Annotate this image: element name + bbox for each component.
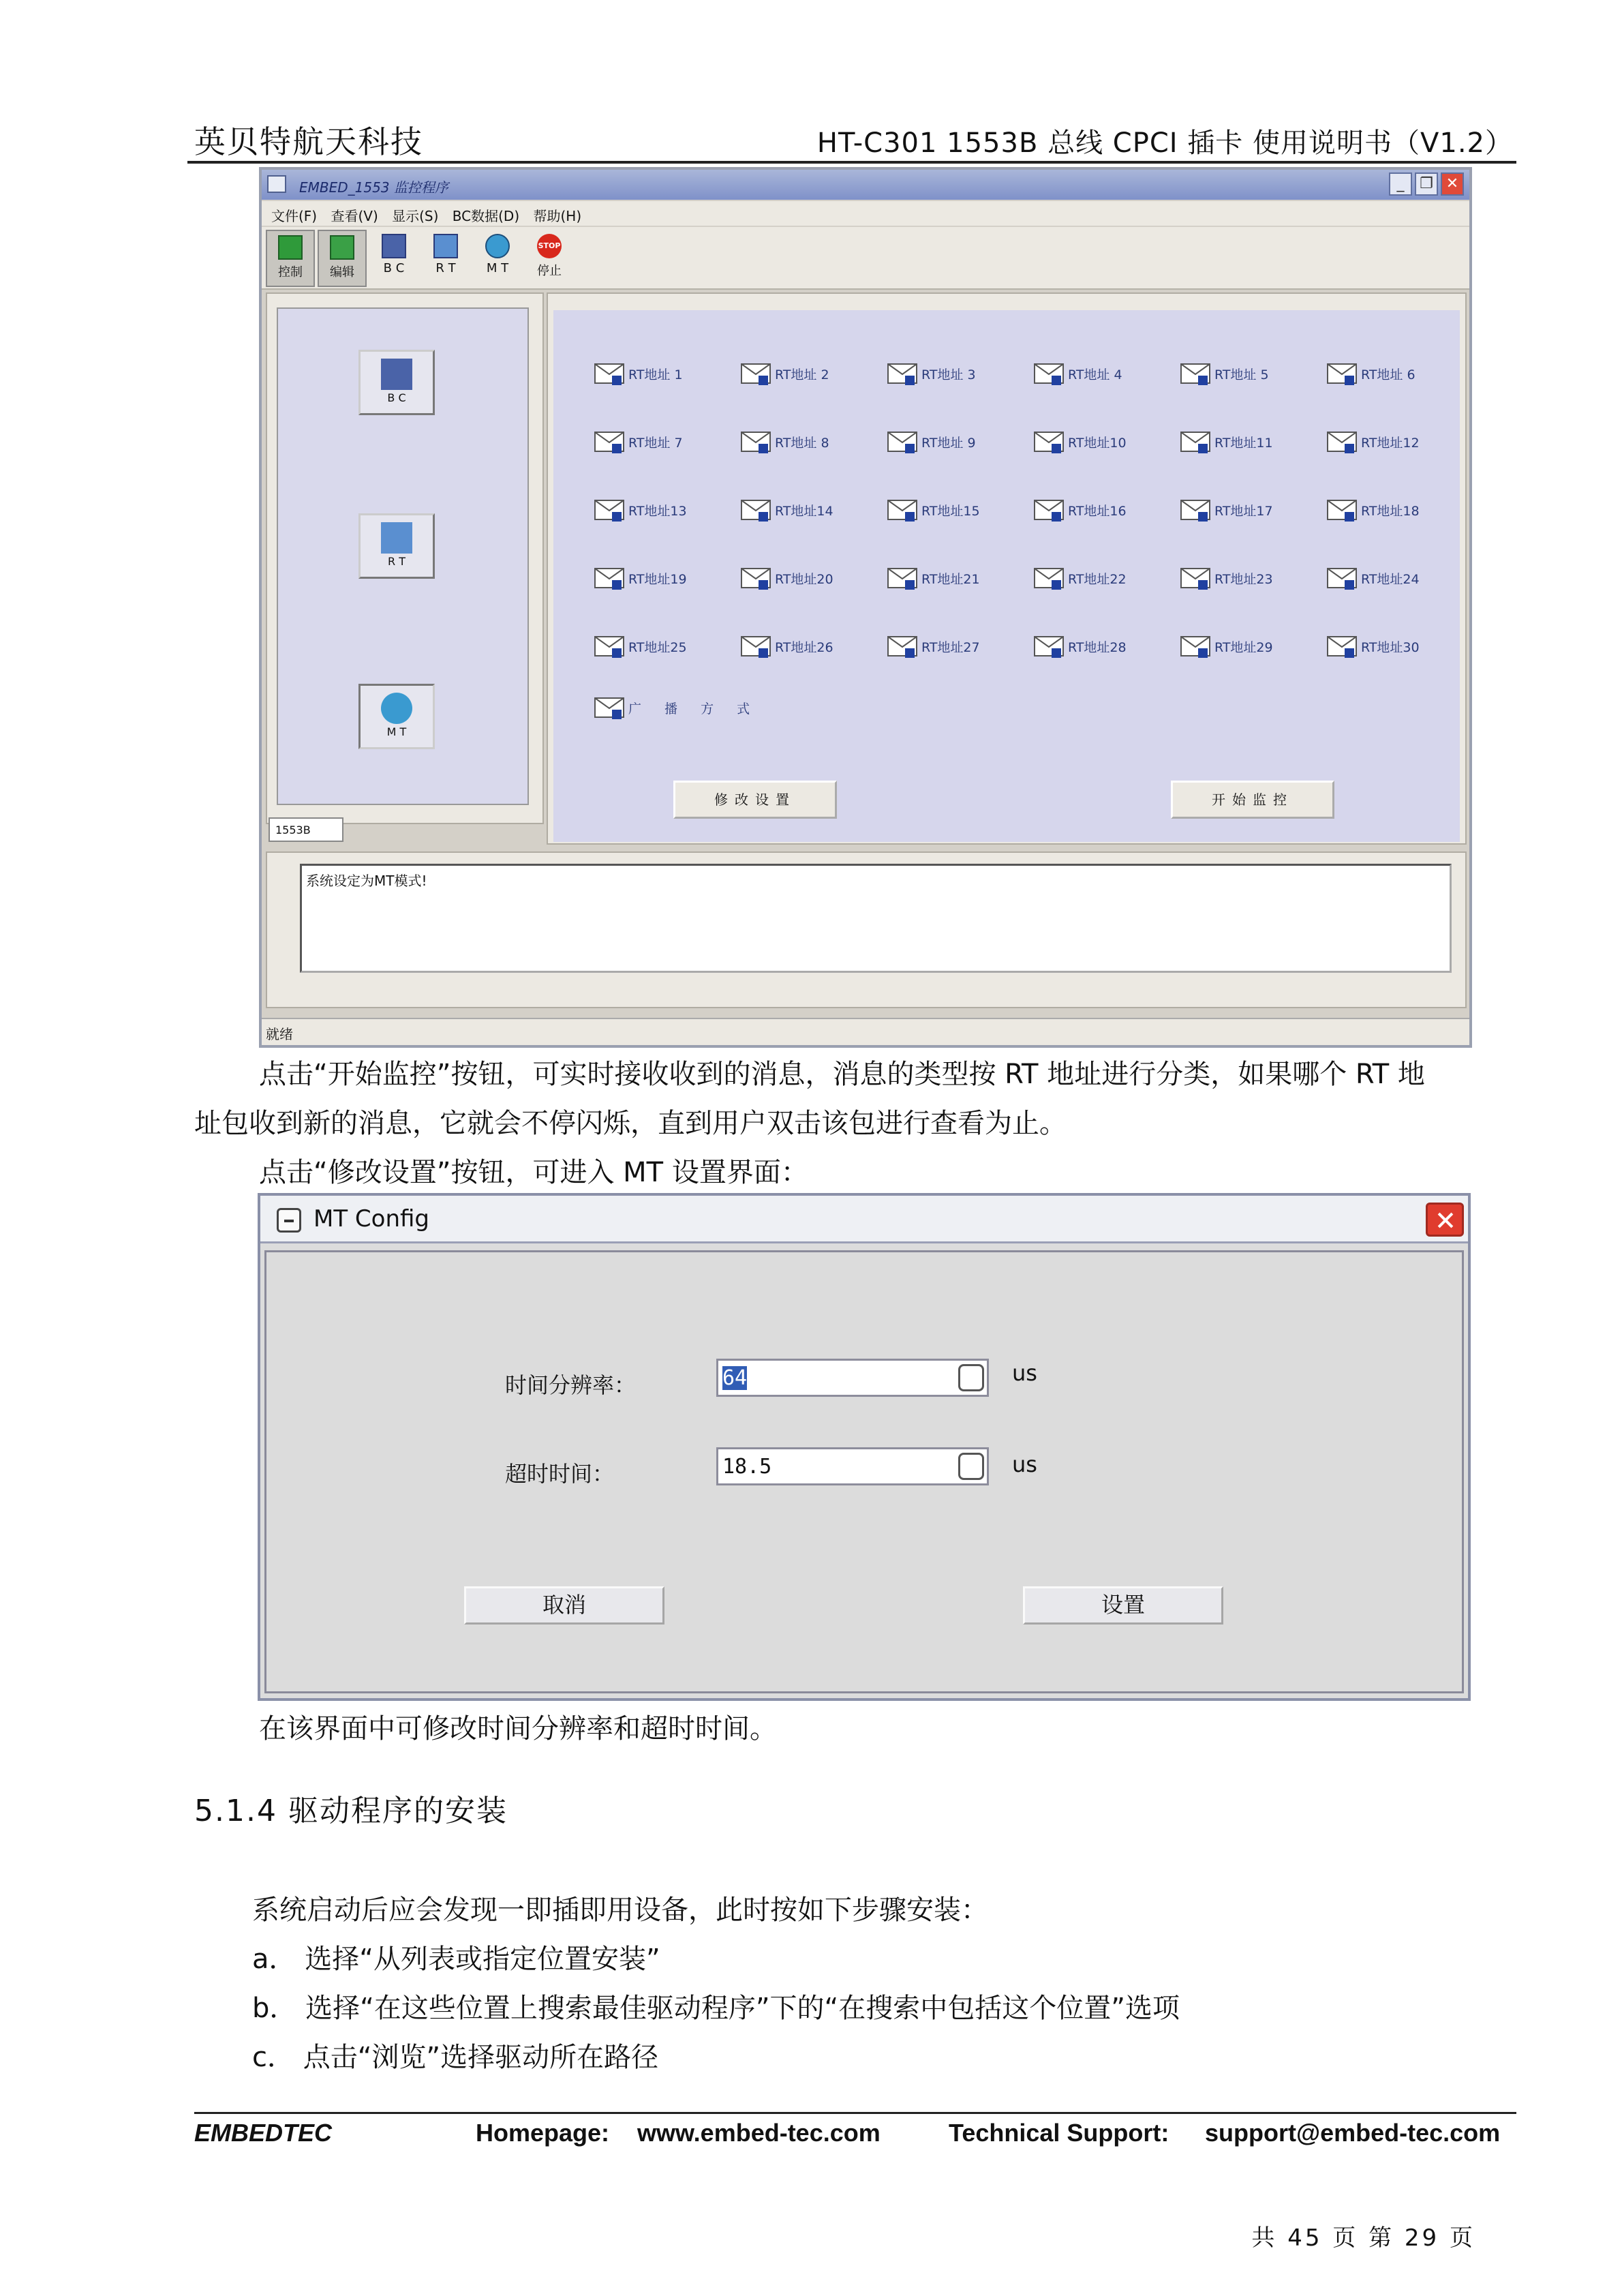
rt-address-item[interactable]: RT地址 2	[741, 358, 863, 392]
mt-monitor-icon	[381, 693, 412, 724]
set-button[interactable]: 设置	[1023, 1586, 1223, 1625]
stop-icon: STOP	[537, 234, 562, 258]
paragraph-1-line-1: 点击“开始监控”按钮，可实时接收收到的消息，消息的类型按 RT 地址进行分类，如果哪个 RT 地	[259, 1059, 1425, 1090]
rt-address-item[interactable]: RT地址24	[1327, 562, 1450, 596]
envelope-icon	[887, 363, 917, 387]
envelope-icon	[1180, 568, 1210, 591]
section-heading: 5.1.4 驱动程序的安装	[194, 1794, 508, 1828]
envelope-icon	[1180, 363, 1210, 387]
rt-address-item[interactable]: RT地址10	[1034, 426, 1157, 460]
envelope-icon	[594, 697, 624, 721]
menu-bc-data[interactable]: BC数据(D)	[452, 208, 520, 224]
envelope-icon	[1034, 568, 1064, 591]
menu-display[interactable]: 显示(S)	[392, 208, 439, 224]
rt-address-item[interactable]: RT地址23	[1180, 562, 1303, 596]
footer-rule	[194, 2112, 1516, 2114]
rt-address-item[interactable]: RT地址 8	[741, 426, 863, 460]
envelope-icon	[741, 568, 771, 591]
envelope-icon	[594, 636, 624, 659]
envelope-icon	[1327, 432, 1357, 455]
dialog-body	[264, 1250, 1464, 1693]
rt-address-item[interactable]: RT地址21	[887, 562, 1010, 596]
envelope-icon	[1034, 636, 1064, 659]
envelope-icon	[1034, 363, 1064, 387]
nav-panel-inner	[277, 307, 529, 805]
mt-monitor-icon	[485, 234, 510, 258]
rt-address-item[interactable]: RT地址14	[741, 494, 863, 528]
bc-computer-icon	[381, 359, 412, 390]
rt-button[interactable]: R T	[421, 230, 470, 287]
edit-button[interactable]: 编辑	[318, 230, 367, 287]
envelope-icon	[887, 636, 917, 659]
footer-company: EMBEDTEC	[194, 2119, 333, 2147]
menu-view[interactable]: 查看(V)	[331, 208, 378, 224]
envelope-icon	[887, 432, 917, 455]
envelope-icon	[594, 500, 624, 523]
rt-network-icon	[433, 234, 458, 258]
app-menu-bar	[262, 201, 1469, 226]
envelope-icon	[1034, 500, 1064, 523]
time-resolution-input[interactable]: 64	[716, 1359, 989, 1397]
envelope-icon	[741, 363, 771, 387]
header-doc-title: HT-C301 1553B 总线 CPCI 插卡 使用说明书（V1.2）	[816, 127, 1513, 159]
rt-address-item[interactable]: RT地址11	[1180, 426, 1303, 460]
paragraph-3: 在该界面中可修改时间分辨率和超时时间。	[259, 1713, 777, 1744]
envelope-icon	[1034, 432, 1064, 455]
rt-address-item[interactable]: RT地址 4	[1034, 358, 1157, 392]
rt-address-item[interactable]: RT地址19	[594, 562, 717, 596]
rt-address-item[interactable]: RT地址 1	[594, 358, 717, 392]
rt-address-item[interactable]: RT地址 7	[594, 426, 717, 460]
footer-homepage[interactable]: www.embed-tec.com	[637, 2119, 881, 2147]
footer-support-label: Technical Support:	[949, 2119, 1169, 2147]
rt-address-item[interactable]: RT地址30	[1327, 631, 1450, 665]
broadcast-item[interactable]: 广 播 方 式	[594, 692, 717, 726]
rt-address-item[interactable]: RT地址28	[1034, 631, 1157, 665]
envelope-icon	[1327, 363, 1357, 387]
rt-address-item[interactable]: RT地址22	[1034, 562, 1157, 596]
nav-mt-button[interactable]: M T	[358, 684, 435, 749]
start-monitor-button[interactable]: 开始监控	[1171, 781, 1334, 819]
header-rule	[187, 161, 1516, 164]
step-a: a． 选择“从列表或指定位置安装”	[252, 1944, 660, 1975]
time-resolution-label: 时间分辨率：	[505, 1372, 637, 1398]
time-resolution-spin-icon[interactable]	[958, 1364, 984, 1391]
rt-address-item[interactable]: RT地址13	[594, 494, 717, 528]
envelope-icon	[1327, 500, 1357, 523]
envelope-icon	[741, 432, 771, 455]
minimize-icon[interactable]: _	[1389, 172, 1412, 196]
paragraph-2: 点击“修改设置”按钮，可进入 MT 设置界面：	[259, 1157, 808, 1188]
envelope-icon	[1180, 500, 1210, 523]
footer-support-email[interactable]: support@embed-tec.com	[1205, 2119, 1501, 2147]
rt-address-item[interactable]: RT地址26	[741, 631, 863, 665]
envelope-icon	[1327, 636, 1357, 659]
rt-address-item[interactable]: RT地址16	[1034, 494, 1157, 528]
control-button[interactable]: 控制	[266, 230, 315, 287]
stop-button[interactable]: STOP 停止	[525, 230, 574, 287]
edit-icon	[330, 235, 354, 260]
rt-address-item[interactable]: RT地址12	[1327, 426, 1450, 460]
envelope-icon	[887, 568, 917, 591]
timeout-unit: us	[1012, 1451, 1037, 1477]
timeout-spin-icon[interactable]	[958, 1453, 984, 1480]
envelope-icon	[741, 636, 771, 659]
envelope-icon	[594, 363, 624, 387]
rt-address-item[interactable]: RT地址17	[1180, 494, 1303, 528]
header-company: 英贝特航天科技	[194, 123, 423, 160]
app-system-menu-icon[interactable]	[267, 175, 286, 193]
app-title: EMBED_1553 监控程序	[299, 179, 448, 196]
app-window	[259, 167, 1472, 1048]
rt-address-item[interactable]: RT地址20	[741, 562, 863, 596]
dialog-system-menu-icon[interactable]	[277, 1208, 301, 1233]
step-b: b． 选择“在这些位置上搜索最佳驱动程序”下的“在搜索中包括这个位置”选项	[252, 1993, 1180, 2024]
footer-homepage-label: Homepage:	[476, 2119, 610, 2147]
rt-address-item[interactable]: RT地址25	[594, 631, 717, 665]
time-resolution-unit: us	[1012, 1360, 1037, 1386]
tab-1553b[interactable]: 1553B	[269, 817, 343, 842]
envelope-icon	[1180, 636, 1210, 659]
nav-rt-button[interactable]: R T	[358, 513, 435, 579]
mt-button[interactable]: M T	[473, 230, 522, 287]
cancel-button[interactable]: 取消	[464, 1586, 664, 1625]
timeout-label: 超时时间：	[505, 1461, 615, 1487]
nav-bc-button[interactable]: B C	[358, 350, 435, 415]
paragraph-4: 系统启动后应会发现一即插即用设备，此时按如下步骤安装：	[252, 1894, 988, 1926]
timeout-input[interactable]: 18.5	[716, 1447, 989, 1485]
restore-icon[interactable]: ❐	[1415, 172, 1438, 196]
modify-settings-button[interactable]: 修改设置	[673, 781, 837, 819]
nav-panel	[266, 292, 544, 824]
envelope-icon	[741, 500, 771, 523]
dialog-title-bar	[260, 1196, 1468, 1243]
dialog-title: MT Config	[313, 1205, 429, 1233]
paragraph-1-line-2: 址包收到新的消息，它就会不停闪烁，直到用户双击该包进行查看为止。	[194, 1108, 1067, 1139]
rt-address-item[interactable]: RT地址29	[1180, 631, 1303, 665]
rt-network-icon	[381, 522, 412, 554]
app-toolbar	[262, 227, 1469, 290]
page-number: 共 45 页 第 29 页	[1251, 2224, 1475, 2252]
log-text: 系统设定为MT模式!	[300, 864, 1452, 973]
envelope-icon	[887, 500, 917, 523]
log-panel	[266, 851, 1467, 1008]
rt-grid	[553, 310, 1460, 842]
envelope-icon	[1180, 432, 1210, 455]
rt-address-item[interactable]: RT地址 5	[1180, 358, 1303, 392]
envelope-icon	[1327, 568, 1357, 591]
close-icon[interactable]: ✕	[1441, 172, 1464, 196]
rt-panel	[547, 292, 1467, 845]
mt-config-dialog	[258, 1193, 1471, 1701]
rt-address-item[interactable]: RT地址 6	[1327, 358, 1450, 392]
status-text: 就绪	[266, 1026, 293, 1042]
menu-file[interactable]: 文件(F)	[271, 208, 318, 224]
control-icon	[278, 235, 303, 260]
app-title-bar	[262, 170, 1469, 200]
status-bar	[262, 1018, 1469, 1045]
bc-computer-icon	[382, 234, 406, 258]
envelope-icon	[594, 432, 624, 455]
rt-address-item[interactable]: RT地址18	[1327, 494, 1450, 528]
envelope-icon	[594, 568, 624, 591]
rt-address-item[interactable]: RT地址 3	[887, 358, 1010, 392]
step-c: c． 点击“浏览”选择驱动所在路径	[252, 2042, 659, 2073]
dialog-close-icon[interactable]	[1426, 1203, 1464, 1237]
bc-button[interactable]: B C	[369, 230, 418, 287]
rt-address-item[interactable]: RT地址 9	[887, 426, 1010, 460]
menu-help[interactable]: 帮助(H)	[533, 208, 582, 224]
rt-address-item[interactable]: RT地址15	[887, 494, 1010, 528]
rt-address-item[interactable]: RT地址27	[887, 631, 1010, 665]
